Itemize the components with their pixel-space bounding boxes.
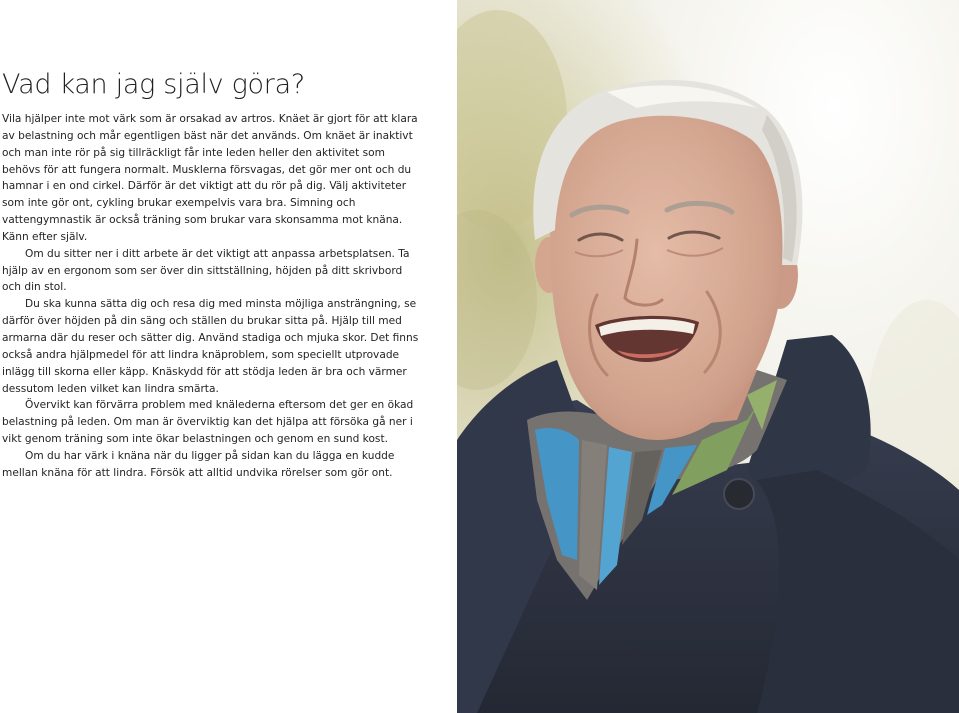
- article-body: [2, 111, 420, 482]
- paragraph: Övervikt kan förvärra problem med knälederna eftersom det ger en ökad belastning på leden. Om man är överviktig kan det hjälpa att försöka gå ner i vikt genom träning som inte ökar belastningen och genom en sund kost.: [2, 399, 414, 446]
- paragraph: Du ska kunna sätta dig och resa dig med minsta möjliga ansträngning, se därför över höjden på din säng och ställen du brukar sitta på. Hjälp till med armarna där du reser och sätter dig. Använd stadiga och mjuka skor. Det finns också andra hjälpmedel för att lindra knäproblem, som speciellt utprovade inlägg till skorna eller käpp. Knäskydd för att stödja leden är bra och värmer dessutom leden vilket kan lindra smärta.: [2, 298, 419, 395]
- paragraph: Vila hjälper inte mot värk som är orsakad av artros. Knäet är gjort för att klara av belastning och mår egentligen bäst när det används. Om knäet är inaktivt och man inte rör på sig tillräckligt får inte leden heller den aktivitet som behövs för att fungera normalt. Musklerna försvagas, det gör mer ont och du hamnar i en ond cirkel. Därför är det viktigt att du rör på dig. Välj aktiviteter som inte gör ont, cykling brukar exempelvis vara bra. Simning och vattengymnastik är också träning som brukar vara skonsamma mot knäna. Känn efter själv.: [2, 113, 418, 243]
- portrait-photo: [457, 0, 959, 713]
- page-title: Vad kan jag själv göra?: [2, 69, 305, 100]
- paragraph: Om du har värk i knäna när du ligger på sidan kan du lägga en kudde mellan knäna för att lindra. Försök att alltid undvika rörelser som gör ont.: [2, 449, 395, 479]
- paragraph: Om du sitter ner i ditt arbete är det viktigt att anpassa arbetsplatsen. Ta hjälp av en ergonom som ser över din sittställning, höjden på ditt skrivbord och din stol.: [2, 247, 410, 294]
